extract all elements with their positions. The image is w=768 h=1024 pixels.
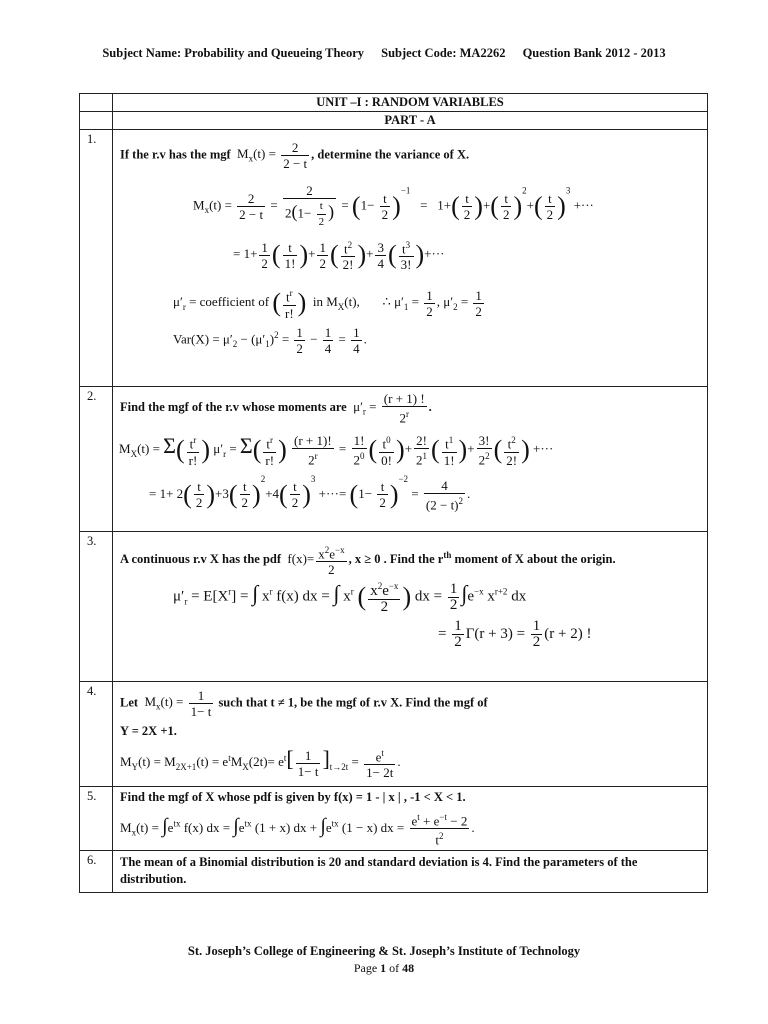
- solution-line: = $\frac{1}{2}$ Γ(r + 3) = $\frac{1}{2}$ (r + 2) !: [438, 618, 592, 651]
- question-text: If the r.v has the mgf $M_x(t)$ = $\frac{2}{2 - t}$ , determine the variance of X.: [120, 140, 470, 171]
- question-cell: [113, 532, 708, 682]
- question-cell: [113, 851, 708, 893]
- question-row-2: [80, 387, 708, 532]
- page-number: Page 1 of 48: [353, 961, 415, 975]
- question-number: 1.: [80, 130, 113, 387]
- part-title: PART - A: [384, 113, 436, 127]
- question-number: 4.: [80, 682, 113, 787]
- question-cell: [113, 130, 708, 387]
- question-row-6: [80, 851, 708, 893]
- subject-name: Subject Name: Probability and Queueing Theory: [102, 46, 365, 60]
- question-number: 3.: [80, 532, 113, 682]
- question-cell: [113, 682, 708, 787]
- solution-line: = 1+ $\frac{1}{2}$ ( $\frac{t}{1!}$ )+ $\frac{1}{2}$ ( $\frac{t^2}{2!}$ )+ $\frac{3}{4}$ ( $\frac{t^3}{3!}$ )+···: [233, 239, 445, 273]
- question-cell: [113, 787, 708, 851]
- question-row-5: [80, 787, 708, 851]
- page-footer: [0, 944, 768, 976]
- solution-line: $\mu'_r = E[X^r]$ = ∫ $x^r$ f(x) dx = ∫ $x^r$ ( $\frac{x^2e^{-x}}{2}$ ) dx = $\frac{1}{2}$ $\int e^{-x}$ $x^{r+2}$ dx: [173, 580, 527, 616]
- unit-title: UNIT –I : RANDOM VARIABLES: [316, 95, 504, 109]
- question-number: 5.: [80, 787, 113, 851]
- question-text: The mean of a Binomial distribution is 20 and standard deviation is 4. Find the parameters of the distribution.: [120, 855, 638, 886]
- part-row-num-cell: [80, 112, 113, 130]
- unit-row-num-cell: [80, 94, 113, 112]
- page-header: [0, 46, 768, 61]
- question-row-1: [80, 130, 708, 387]
- question-text: Find the mgf of X whose pdf is given by f(x) = 1 - | x | , -1 < X < 1.: [120, 790, 466, 804]
- question-row-4: [80, 682, 708, 787]
- part-title-cell: [113, 112, 708, 130]
- question-text: A continuous r.v X has the pdf f(x)= $\frac{x^2e^{-x}}{2}$ , x ≥ 0 . Find the $r^{th}$ moment of X about the origin.: [120, 545, 616, 578]
- subject-code: Subject Code: MA2262: [381, 46, 506, 60]
- unit-title-cell: [113, 94, 708, 112]
- solution-line: $Var(X) = \mu'_2 - (\mu'_1)^2$ = $\frac{1}{2}$ − $\frac{1}{4}$ = $\frac{1}{4}$ .: [173, 324, 367, 356]
- question-text: Let $M_x(t)$ = $\frac{1}{1- t}$ such that t ≠ 1, be the mgf of r.v X. Find the mgf of: [120, 688, 488, 719]
- question-text: Find the mgf of the r.v whose moments are $\mu'_r$ = $\frac{(r + 1) !}{2^r}$ .: [120, 391, 432, 426]
- question-table: [79, 93, 708, 893]
- question-cell: [113, 387, 708, 532]
- solution-line: $M_x(t) = \int e^{tx}$ f(x) dx = $\int e^{tx}$ (1 + x) dx + $\int e^{tx}$ (1 − x) dx = $\frac{e^t + e^{-t} - 2}{t^2}$ .: [120, 812, 475, 848]
- solution-line: $M_Y(t) = M_{2X+1}(t) = e^tM_X(2t)= e^t$[ $\frac{1}{1- t}$ ]$_{t\to 2t}$ = $\frac{e^t}{1- 2t}$ .: [120, 746, 401, 781]
- solution-line: $M_X(t) = \Sigma$( $\frac{t^r}{r!}$ ) $\mu'_r = \Sigma$( $\frac{t^r}{r!}$ ) $\frac{(r + 1)!}{2^r}$ = $\frac{1!}{2^0}$ ( $\frac{t^0}{0!}$ )+ $\frac{2!}{2^1}$ ( $\frac{t^1}{1!}$ )+ $\frac{3!}{2^2}$ ( $\frac{t^2}{2!}$ ) +···: [119, 433, 554, 468]
- question-row-3: [80, 532, 708, 682]
- solution-line: = 1+ 2( $\frac{t}{2}$ )+3( $\frac{t}{2}$ )$^2$+4( $\frac{t}{2}$ )$^3$ +···= (1− $\frac{t}{2}$ )$^{-2}$ = $\frac{4}{(2 - t)^2}$ .: [149, 473, 471, 512]
- solution-line: $\mu'_r$ = coefficient of ( $\frac{t^r}{r!}$ ) in $M_X(t)$, ∴ $\mu'_1$ = $\frac{1}{2}$ , $\mu'_2$ = $\frac{1}{2}$: [173, 288, 482, 321]
- question-number: 6.: [80, 851, 113, 893]
- solution-line: $M_x(t)$ = $\frac{2}{2 - t}$ = 2 2(1− $\frac{t}{2}$ ) = (1− $\frac{t}{2}$ )$^{-1}$ = 1+( $\frac{t}{2}$ )+( $\frac{t}{2}$ )$^2$+( $\frac{t}{2}$ )$^3$ +···: [193, 183, 594, 228]
- question-bank-year: Question Bank 2012 - 2013: [522, 46, 666, 60]
- question-number: 2.: [80, 387, 113, 532]
- question-text-y: Y = 2X +1.: [120, 724, 177, 738]
- institution-name: St. Joseph’s College of Engineering & St. Joseph’s Institute of Technology: [187, 944, 581, 958]
